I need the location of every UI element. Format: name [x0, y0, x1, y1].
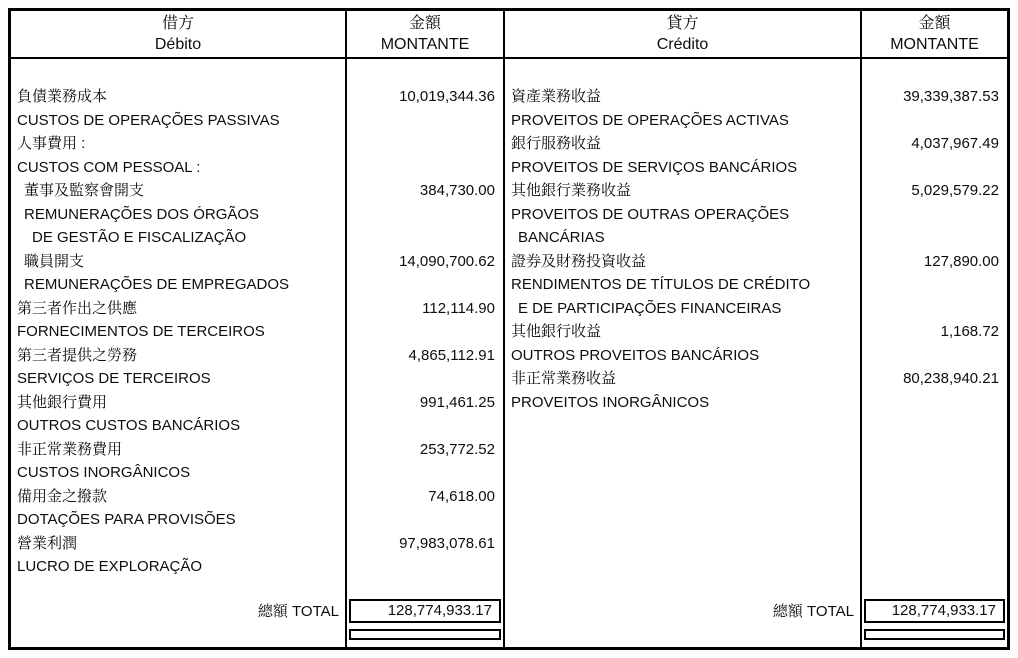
debit-item-label: 其他銀行費用: [17, 393, 108, 411]
debit-item-label: SERVIÇOS DE TERCEIROS: [17, 370, 211, 387]
credit-item-label: 證券及財務投資收益: [511, 252, 647, 270]
profit-loss-table: [8, 8, 1010, 650]
debit-item-label: DOTAÇÕES PARA PROVISÕES: [17, 511, 236, 528]
debit-item-amount: [347, 555, 503, 579]
debit-item-label: 負債業務成本: [17, 88, 108, 105]
credit-item-amount: 127,890.00: [923, 252, 999, 270]
credit-amount-lines: [862, 59, 1007, 599]
credit-item-amount: [862, 226, 1007, 250]
credit-item-amount: [862, 485, 1007, 509]
debit-item-amount: 10,019,344.36: [399, 88, 495, 105]
debit-item-amount: [347, 109, 503, 133]
credit-item-amount: [862, 297, 1007, 321]
credit-item-label: 其他銀行收益: [511, 323, 602, 340]
header-debit-amount-pt: MONTANTE: [380, 36, 470, 53]
credit-item-label: 銀行服務收益: [511, 135, 602, 152]
header-debit: [11, 11, 347, 57]
credit-item-amount: [862, 461, 1007, 485]
debit-item-amount: 14,090,700.62: [399, 252, 495, 270]
debit-item-amount: [347, 226, 503, 250]
credit-item-label: [505, 555, 860, 579]
credit-item-amount: 5,029,579.22: [911, 182, 999, 199]
credit-label-footer-space: [505, 625, 860, 647]
debit-item-label: CUSTOS INORGÂNICOS: [17, 464, 191, 481]
credit-item-label: PROVEITOS DE SERVIÇOS BANCÁRIOS: [511, 158, 798, 176]
credit-item-amount: [862, 438, 1007, 462]
debit-item-amount: [347, 461, 503, 485]
debit-total-label: 總額 TOTAL: [257, 603, 339, 620]
credit-item-label: OUTROS PROVEITOS BANCÁRIOS: [511, 346, 760, 364]
table-header: [11, 11, 1007, 59]
debit-item-label: CUSTOS COM PESSOAL :: [17, 158, 201, 176]
credit-item-amount: [862, 508, 1007, 532]
debit-amount-column: [347, 59, 505, 647]
debit-item-label: 職員開支: [24, 252, 85, 270]
credit-item-label: [505, 485, 860, 509]
credit-item-amount: 4,037,967.49: [911, 135, 999, 152]
table-body: [11, 59, 1007, 647]
debit-item-label: 第三者提供之勞務: [17, 346, 138, 364]
credit-item-amount: [862, 156, 1007, 180]
debit-total-underline-box: [349, 629, 501, 640]
debit-item-label: 營業利潤: [17, 534, 78, 552]
debit-item-amount: [347, 367, 503, 391]
debit-item-label: 董事及監察會開支: [24, 182, 145, 199]
credit-amount-column: [862, 59, 1007, 647]
debit-item-amount: 4,865,112.91: [408, 346, 495, 364]
credit-total-amount: 128,774,933.17: [864, 599, 1005, 623]
credit-item-label: PROVEITOS DE OUTRAS OPERAÇÕES: [511, 205, 790, 223]
debit-item-amount: 991,461.25: [419, 393, 495, 411]
header-credit-zh: 貸方: [666, 15, 699, 32]
header-credit-amount-zh: 金額: [918, 15, 951, 32]
debit-item-label: LUCRO DE EXPLORAÇÃO: [17, 558, 203, 575]
credit-lines: [505, 59, 860, 599]
credit-item-amount: [862, 414, 1007, 438]
credit-total-footer: [862, 625, 1007, 647]
header-credit-amount-pt: MONTANTE: [890, 36, 979, 53]
credit-item-amount: [862, 344, 1007, 368]
debit-item-label: 第三者作出之供應: [17, 299, 138, 317]
header-debit-amount: [347, 11, 505, 57]
debit-item-amount: [347, 414, 503, 438]
debit-item-amount: [347, 273, 503, 297]
credit-item-amount: 39,339,387.53: [903, 88, 999, 105]
debit-item-label: 非正常業務費用: [17, 440, 123, 458]
credit-item-label: [505, 532, 860, 556]
debit-amount-lines: [347, 59, 503, 599]
credit-item-amount: [862, 203, 1007, 227]
header-debit-amount-zh: 金額: [408, 15, 441, 32]
debit-item-amount: 97,983,078.61: [399, 534, 495, 552]
debit-item-amount: [347, 508, 503, 532]
credit-item-amount: 1,168.72: [940, 323, 999, 340]
credit-item-label: RENDIMENTOS DE TÍTULOS DE CRÉDITO: [511, 276, 811, 293]
credit-total-cell: [862, 599, 1007, 625]
debit-item-label: CUSTOS DE OPERAÇÕES PASSIVAS: [17, 111, 280, 129]
debit-item-label: OUTROS CUSTOS BANCÁRIOS: [17, 417, 241, 434]
credit-total-underline-box: [864, 629, 1005, 640]
debit-item-amount: 253,772.52: [419, 440, 495, 458]
header-credit: [505, 11, 862, 57]
debit-item-amount: 74,618.00: [428, 487, 495, 505]
debit-total-footer: [347, 625, 503, 647]
credit-total-label: 總額 TOTAL: [772, 603, 854, 620]
debit-item-amount: 384,730.00: [419, 182, 495, 199]
credit-item-amount: 80,238,940.21: [903, 370, 999, 387]
debit-item-amount: [347, 320, 503, 344]
credit-item-label: E DE PARTICIPAÇÕES FINANCEIRAS: [518, 299, 782, 317]
credit-item-amount: [862, 555, 1007, 579]
debit-label-column: [11, 59, 347, 647]
debit-item-amount: 112,114.90: [422, 299, 495, 317]
debit-item-label: 備用金之撥款: [17, 487, 108, 505]
credit-item-label: 非正常業務收益: [511, 370, 617, 387]
debit-total-amount: 128,774,933.17: [349, 599, 501, 623]
header-credit-amount: [862, 11, 1007, 57]
debit-item-label: 人事費用 :: [17, 135, 86, 152]
debit-item-amount: [347, 156, 503, 180]
credit-item-label: PROVEITOS INORGÂNICOS: [511, 393, 710, 411]
credit-item-amount: [862, 273, 1007, 297]
credit-item-label: 其他銀行業務收益: [511, 182, 632, 199]
credit-item-label: [505, 508, 860, 532]
credit-item-label: [505, 438, 860, 462]
credit-item-amount: [862, 391, 1007, 415]
debit-item-label: FORNECIMENTOS DE TERCEIROS: [17, 323, 265, 340]
credit-item-label: BANCÁRIAS: [518, 229, 605, 246]
credit-item-amount: [862, 109, 1007, 133]
debit-item-amount: [347, 203, 503, 227]
debit-item-amount: [347, 132, 503, 156]
debit-item-label: DE GESTÃO E FISCALIZAÇÃO: [32, 229, 247, 246]
credit-item-label: 資產業務收益: [511, 88, 602, 105]
credit-label-column: [505, 59, 862, 647]
credit-item-label: [505, 414, 860, 438]
debit-label-footer-space: [11, 625, 345, 647]
credit-item-amount: [862, 532, 1007, 556]
debit-total-cell: [347, 599, 503, 625]
header-debit-zh: 借方: [161, 15, 194, 32]
debit-item-label: REMUNERAÇÕES DE EMPREGADOS: [24, 276, 290, 293]
credit-item-label: [505, 461, 860, 485]
credit-item-label: PROVEITOS DE OPERAÇÕES ACTIVAS: [511, 111, 789, 129]
debit-lines: [11, 59, 345, 599]
debit-item-label: REMUNERAÇÕES DOS ÓRGÃOS: [24, 205, 260, 223]
header-debit-pt: Débito: [154, 36, 202, 53]
header-credit-pt: Crédito: [656, 36, 709, 53]
